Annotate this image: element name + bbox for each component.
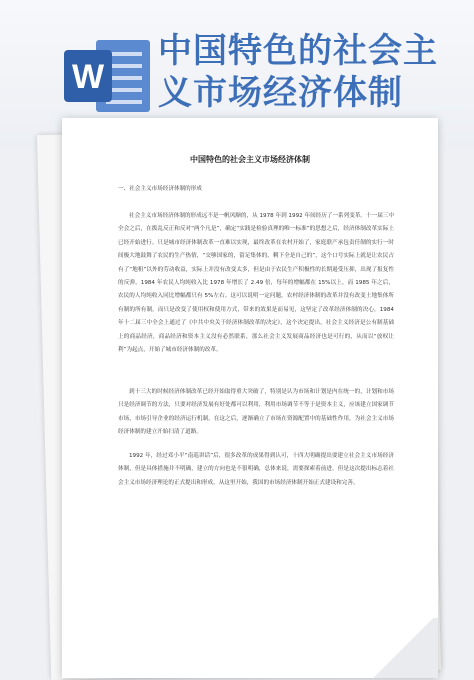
page-curl (368, 618, 438, 678)
banner-title: 中国特色的社会主义市场经济体制 (158, 31, 438, 113)
logo-letter: W (71, 58, 105, 96)
document-title: 中国特色的社会主义市场经济体制 (190, 155, 310, 164)
paragraph-3: 1992 年，经过邓小平“南巡讲话”后，很多改革的成果得到认可，十四大明确提出要建立社会主义市场经济体制，但是具体措施并不明确，建立的方向也是不很明确，总体来说，需要探索着前进。但是这次提出标志着社会主义市场经济理论的正式提出和形成。从这里开始，我国的市场经济体制开始正式建设和完善。 (118, 453, 394, 486)
paragraph-2: 到十三大的时候经济体制改革已经开始取得重大突破了，特别是认为市场和计划是内在统一的，计划和市场只是经济调节的方法，只要对经济发展有好处都可以利用，利用市场调节不等于是资本主义，应该建立国家调节市场，市场引导企业的经济运行机制。在这之后，逐渐确立了市场在资源配置中的基础性作用，为社会主义市场经济体制的建立开始扫清了道路。 (118, 389, 394, 436)
word-document-icon (62, 36, 154, 116)
section-heading: 一、社会主义市场经济体制的形成 (118, 186, 202, 192)
paragraph-1: 社会主义市场经济体制的形成远不是一帆风顺的，从 1978 年到 1992 年间经历了一系列变革。十一届三中全会之后，在拨乱反正和反对“两个凡是”，确定“实践是检验真理的唯一标准”的思想之后，经济体制改革实际上已经开始进行。只是城市经济体制改革一直难以实现，最终改革在农村开始了，家庭联产承包责任制的实行一时间极大地鼓舞了农民的生产热情，“交够国家的，留足集体的，剩下全是自己的”，这个口号实际上就是让农民占有了“地租”以外的劳动收益，实际上并没有改变太多，但是由于农民生产积极性的长期遏受压抑，出现了报复性的反弹，1984 年农民人均纯收入比 1978 年增长了 2.49 倍，每年的增幅都在 15%以上，而 1985 年之后，农民的人均纯收入同比增幅都只有 5%左右。这可以说明一定问题。农村经济体制的改革并没有改变土地集体所有制的所有制，而只是改变了使用权和使用方式，带来的效果是而易见，这坚定了改革经济体制的决心，1984 年十二届三中全会上通过了《中共中央关于经济体制改革的决定》，这个决定提出，社会主义经济是公有制基础上的商品经济，商品经济和资本主义没有必然联系，那么社会主义发展商品经济也是可行的，从而以“放权让利”为起点，开始了城市经济体制的改革。 (118, 213, 394, 354)
document-page (62, 118, 438, 678)
